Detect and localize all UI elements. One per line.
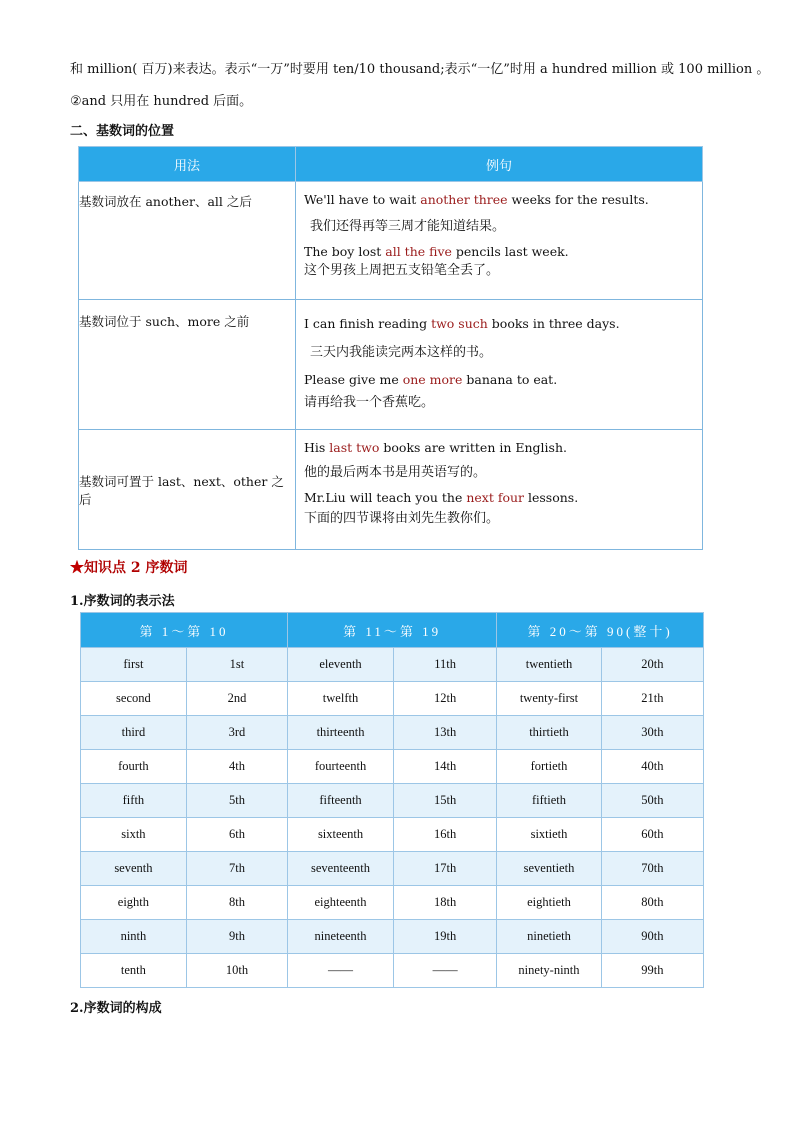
header-20-to-90: 第 20～第 90(整十) — [497, 613, 704, 648]
ordinal-word-cell: third — [81, 716, 187, 750]
ordinal-word-cell: fourth — [81, 750, 187, 784]
usage-cell: 基数词位于 such、more 之前 — [79, 300, 296, 430]
ordinal-abbr-cell: 11th — [393, 648, 496, 682]
highlighted-phrase: two such — [431, 316, 488, 331]
usage-cell: 基数词放在 another、all 之后 — [79, 182, 296, 300]
ordinal-abbr-cell: 12th — [393, 682, 496, 716]
ordinal-table-row — [81, 682, 704, 716]
ordinal-abbr-cell: 9th — [186, 920, 287, 954]
examples-cell — [296, 430, 703, 550]
highlighted-phrase: next four — [466, 490, 525, 505]
ordinal-word-cell: thirtieth — [497, 716, 602, 750]
highlighted-phrase: all the five — [385, 244, 452, 259]
ordinal-abbr-cell: 21th — [601, 682, 703, 716]
highlighted-phrase: another three — [420, 192, 508, 207]
example-translation-zh: 请再给我一个香蕉吃。 — [304, 395, 435, 410]
ordinal-word-cell: tenth — [81, 954, 187, 988]
ordinal-abbr-cell: 4th — [186, 750, 287, 784]
example-sentence-en: We'll have to wait another three weeks for the results. — [304, 192, 649, 207]
example-translation-zh: 他的最后两本书是用英语写的。 — [304, 465, 487, 480]
ordinal-table-row — [81, 716, 704, 750]
usage-table-header — [79, 147, 703, 182]
ordinal-word-cell: ninth — [81, 920, 187, 954]
ordinal-abbr-cell: 15th — [393, 784, 496, 818]
ordinal-word-cell: twenty-first — [497, 682, 602, 716]
ordinal-word-cell: ninety-ninth — [497, 954, 602, 988]
example-sentence-en: Mr.Liu will teach you the next four lessons. — [304, 490, 579, 505]
ordinal-abbr-cell: 6th — [186, 818, 287, 852]
examples-cell — [296, 182, 703, 300]
intro-line-1: 和 million( 百万)来表达。表示“一万”时要用 ten/10 thousand;表示“一亿”时用 a hundred million 或 100 million 。 — [70, 62, 770, 77]
ordinal-abbr-cell: 7th — [186, 852, 287, 886]
ordinal-abbr-cell: 14th — [393, 750, 496, 784]
header-11-to-19: 第 11～第 19 — [288, 613, 497, 648]
ordinal-abbr-cell: 20th — [601, 648, 703, 682]
header-1-to-10: 第 1～第 10 — [81, 613, 288, 648]
ordinal-word-cell: fiftieth — [497, 784, 602, 818]
highlighted-phrase: one more — [402, 372, 463, 387]
ordinal-table-row — [81, 750, 704, 784]
ordinal-abbr-cell: 19th — [393, 920, 496, 954]
ordinal-table-row — [81, 920, 704, 954]
ordinal-table-row — [81, 954, 704, 988]
ordinal-abbr-cell: 1st — [186, 648, 287, 682]
ordinal-word-cell: twentieth — [497, 648, 602, 682]
example-sentence-en: His last two books are written in English. — [304, 440, 567, 455]
example-sentence-en: Please give me one more banana to eat. — [304, 372, 558, 387]
ordinal-abbr-cell: 90th — [601, 920, 703, 954]
ordinal-word-cell: eleventh — [288, 648, 394, 682]
ordinal-word-cell: —— — [288, 954, 394, 988]
example-translation-zh: 三天内我能读完两本这样的书。 — [310, 345, 493, 360]
examples-cell — [296, 300, 703, 430]
ordinal-word-cell: seventh — [81, 852, 187, 886]
ordinal-word-cell: eightieth — [497, 886, 602, 920]
ordinal-word-cell: sixteenth — [288, 818, 394, 852]
ordinal-word-cell: seventeenth — [288, 852, 394, 886]
ordinal-abbr-cell: 2nd — [186, 682, 287, 716]
ordinal-table-row — [81, 784, 704, 818]
knowledge-point-title: ★知识点 2 序数词 — [70, 560, 188, 576]
subsection-title-ordinal-formation: 2.序数词的构成 — [70, 1001, 162, 1016]
ordinal-abbr-cell: 70th — [601, 852, 703, 886]
usage-row — [79, 430, 703, 550]
ordinal-table-row — [81, 886, 704, 920]
ordinal-table — [80, 612, 704, 988]
example-translation-zh: 我们还得再等三周才能知道结果。 — [310, 219, 506, 234]
ordinal-word-cell: fifteenth — [288, 784, 394, 818]
ordinal-abbr-cell: 17th — [393, 852, 496, 886]
example-header: 例句 — [296, 147, 703, 182]
ordinal-word-cell: seventieth — [497, 852, 602, 886]
ordinal-abbr-cell: 10th — [186, 954, 287, 988]
example-sentence-en: The boy lost all the five pencils last week. — [304, 244, 569, 259]
subsection-title-ordinal-notation: 1.序数词的表示法 — [70, 594, 175, 609]
ordinal-abbr-cell: 18th — [393, 886, 496, 920]
usage-table — [78, 146, 703, 550]
ordinal-table-header — [81, 613, 704, 648]
ordinal-abbr-cell: 30th — [601, 716, 703, 750]
ordinal-word-cell: fifth — [81, 784, 187, 818]
usage-row — [79, 300, 703, 430]
ordinal-abbr-cell: 80th — [601, 886, 703, 920]
section-title-cardinal-position: 二、基数词的位置 — [70, 124, 175, 139]
ordinal-abbr-cell: 3rd — [186, 716, 287, 750]
ordinal-abbr-cell: 16th — [393, 818, 496, 852]
ordinal-abbr-cell: 40th — [601, 750, 703, 784]
ordinal-abbr-cell: 99th — [601, 954, 703, 988]
ordinal-table-row — [81, 648, 704, 682]
ordinal-abbr-cell: 8th — [186, 886, 287, 920]
ordinal-abbr-cell: 50th — [601, 784, 703, 818]
usage-cell: 基数词可置于 last、next、other 之后 — [79, 430, 296, 550]
ordinal-word-cell: first — [81, 648, 187, 682]
ordinal-table-row — [81, 852, 704, 886]
ordinal-word-cell: ninetieth — [497, 920, 602, 954]
ordinal-word-cell: sixtieth — [497, 818, 602, 852]
ordinal-word-cell: eighth — [81, 886, 187, 920]
ordinal-word-cell: second — [81, 682, 187, 716]
ordinal-word-cell: thirteenth — [288, 716, 394, 750]
ordinal-word-cell: twelfth — [288, 682, 394, 716]
star-icon: ★ — [70, 560, 84, 576]
usage-row — [79, 182, 703, 300]
ordinal-word-cell: eighteenth — [288, 886, 394, 920]
ordinal-word-cell: fortieth — [497, 750, 602, 784]
ordinal-word-cell: fourteenth — [288, 750, 394, 784]
ordinal-abbr-cell: 60th — [601, 818, 703, 852]
ordinal-abbr-cell: 5th — [186, 784, 287, 818]
example-translation-zh: 下面的四节课将由刘先生教你们。 — [304, 511, 500, 526]
highlighted-phrase: last two — [329, 440, 380, 455]
usage-header: 用法 — [79, 147, 296, 182]
example-translation-zh: 这个男孩上周把五支铅笔全丢了。 — [304, 263, 500, 278]
ordinal-table-row — [81, 818, 704, 852]
example-sentence-en: I can finish reading two such books in three days. — [304, 316, 620, 331]
ordinal-abbr-cell: 13th — [393, 716, 496, 750]
ordinal-word-cell: sixth — [81, 818, 187, 852]
ordinal-word-cell: nineteenth — [288, 920, 394, 954]
ordinal-abbr-cell: —— — [393, 954, 496, 988]
intro-line-2: ②and 只用在 hundred 后面。 — [70, 94, 253, 109]
